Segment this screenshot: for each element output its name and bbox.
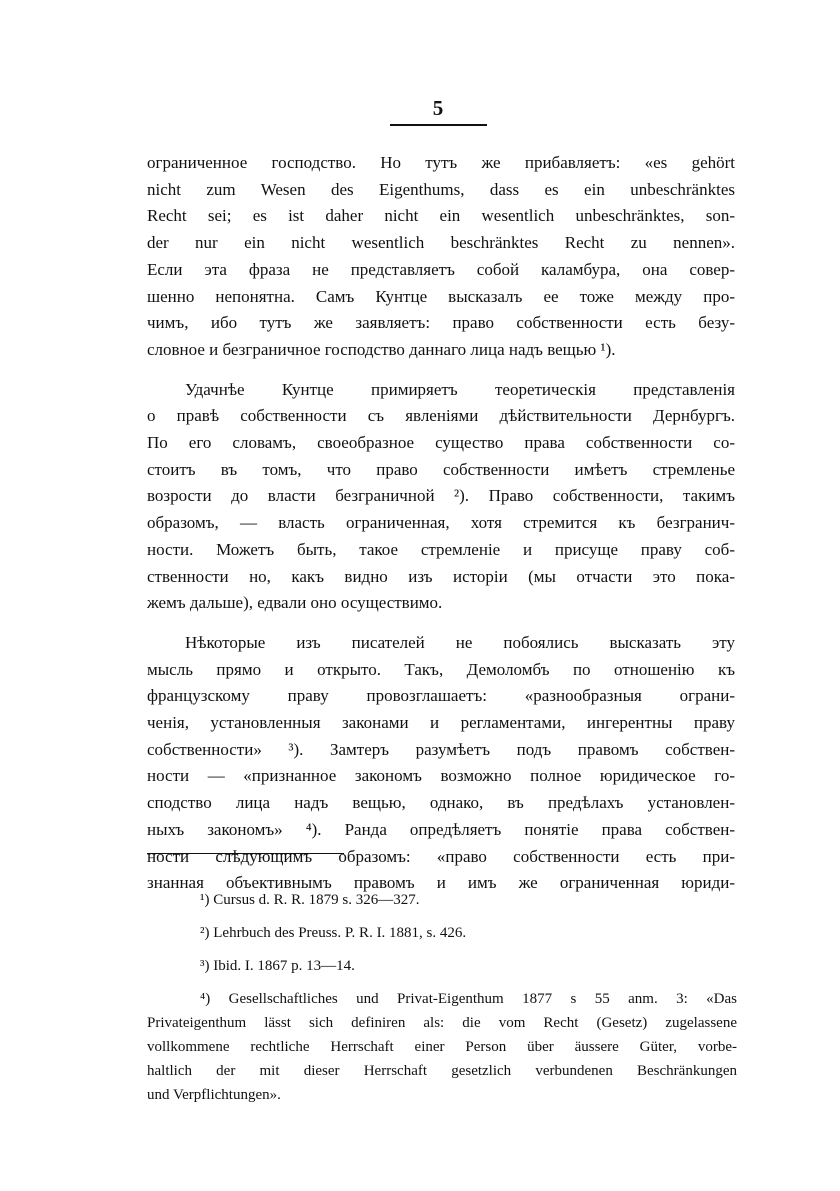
page-number-rule	[390, 124, 487, 126]
text-line: образомъ, — власть ограниченная, хотя стремится къ безгранич-	[147, 513, 735, 533]
footnote-line: vollkommene rechtliche Herrschaft einer Person über äussere Güter, vorbe-	[147, 1039, 737, 1055]
text-line: ности — «признанное закономъ возможно полное юридическое го-	[147, 766, 735, 786]
paragraph-2	[147, 377, 735, 617]
footnote-rule	[147, 853, 344, 854]
footnote-line: und Verpflichtungen».	[147, 1087, 281, 1103]
text-line: словное и безграничное господство даннаго лица надъ вещью ¹).	[147, 339, 616, 359]
page-number: 5	[432, 96, 444, 120]
text-line: der nur ein nicht wesentlich beschränktes Recht zu nennen».	[147, 233, 735, 253]
text-line: ности. Можетъ быть, такое стремленіе и присуще праву соб-	[147, 539, 735, 559]
text-line: По его словамъ, своеобразное существо права собственности со-	[147, 433, 735, 453]
text-line: Recht sei; es ist daher nicht ein wesentlich unbeschränktes, son-	[147, 206, 735, 226]
paragraph-1	[147, 150, 735, 364]
paragraph-gap	[147, 617, 735, 630]
text-line: чимъ, ибо тутъ же заявляетъ: право собственности есть безу-	[147, 313, 735, 333]
text-line: знанная объективнымъ правомъ и имъ же ограниченная юриди-	[147, 873, 735, 893]
text-line: Если эта фраза не представляетъ собой каламбура, она совер-	[147, 259, 735, 279]
text-line: мысль прямо и открыто. Такъ, Демоломбъ по отношенію къ	[147, 659, 735, 679]
text-line: Нѣкоторые изъ писателей не побоялись высказать эту	[185, 632, 735, 652]
footnote-1: ¹) Cursus d. R. R. 1879 s. 326—327.	[200, 892, 420, 908]
footnotes	[147, 888, 737, 1107]
text-line: шенно непонятна. Самъ Кунтце высказалъ ее тоже между про-	[147, 286, 735, 306]
text-line: возрости до власти безграничной ²). Право собственности, такимъ	[147, 486, 735, 506]
footnote-line: ⁴) Gesellschaftliches und Privat-Eigenthum 1877 s 55 anm. 3: «Das	[200, 991, 737, 1007]
text-line: жемъ дальше), едвали оно осуществимо.	[147, 593, 443, 613]
body-text	[147, 150, 735, 897]
footnote-2: ²) Lehrbuch des Preuss. P. R. I. 1881, s. 426.	[200, 925, 467, 941]
footnote-4	[147, 987, 737, 1107]
text-line: ограниченное господство. Но тутъ же прибавляетъ: «es gehört	[147, 153, 735, 172]
text-line: сподство лица надъ вещью, однако, въ предѣлахъ установлен-	[147, 793, 735, 813]
footnote-line: haltlich der mit dieser Herrschaft gesetzlich verbundenen Beschränkungen	[147, 1063, 737, 1079]
text-line: стоитъ въ томъ, что право собственности имѣетъ стремленье	[147, 459, 735, 479]
text-line: ныхъ закономъ» ⁴). Ранда опредѣляетъ понятіе права собствен-	[147, 819, 735, 839]
footnote-line: Privateigenthum lässt sich definiren als: die vom Recht (Gesetz) zugelassene	[147, 1015, 737, 1031]
text-line: nicht zum Wesen des Eigenthums, dass es ein unbeschränktes	[147, 179, 735, 199]
text-line: собственности» ³). Замтеръ разумѣетъ подъ правомъ собствен-	[147, 739, 735, 759]
text-line: Удачнѣе Кунтце примиряетъ теоретическія представленія	[185, 379, 735, 399]
paragraph-gap	[147, 364, 735, 377]
text-line: ченія, установленныя законами и регламентами, ингерентны праву	[147, 713, 735, 733]
text-line: ности слѣдующимъ образомъ: «право собственности есть при-	[147, 846, 735, 866]
text-line: французскому праву провозглашаетъ: «разнообразныя ограни-	[147, 686, 735, 706]
footnote-3: ³) Ibid. I. 1867 p. 13—14.	[200, 958, 355, 974]
paragraph-3	[147, 630, 735, 897]
text-line: ственности но, какъ видно изъ исторіи (мы отчасти это пока-	[147, 566, 735, 586]
text-line: о правѣ собственности съ явленіями дѣйствительности Дернбургъ.	[147, 406, 735, 426]
